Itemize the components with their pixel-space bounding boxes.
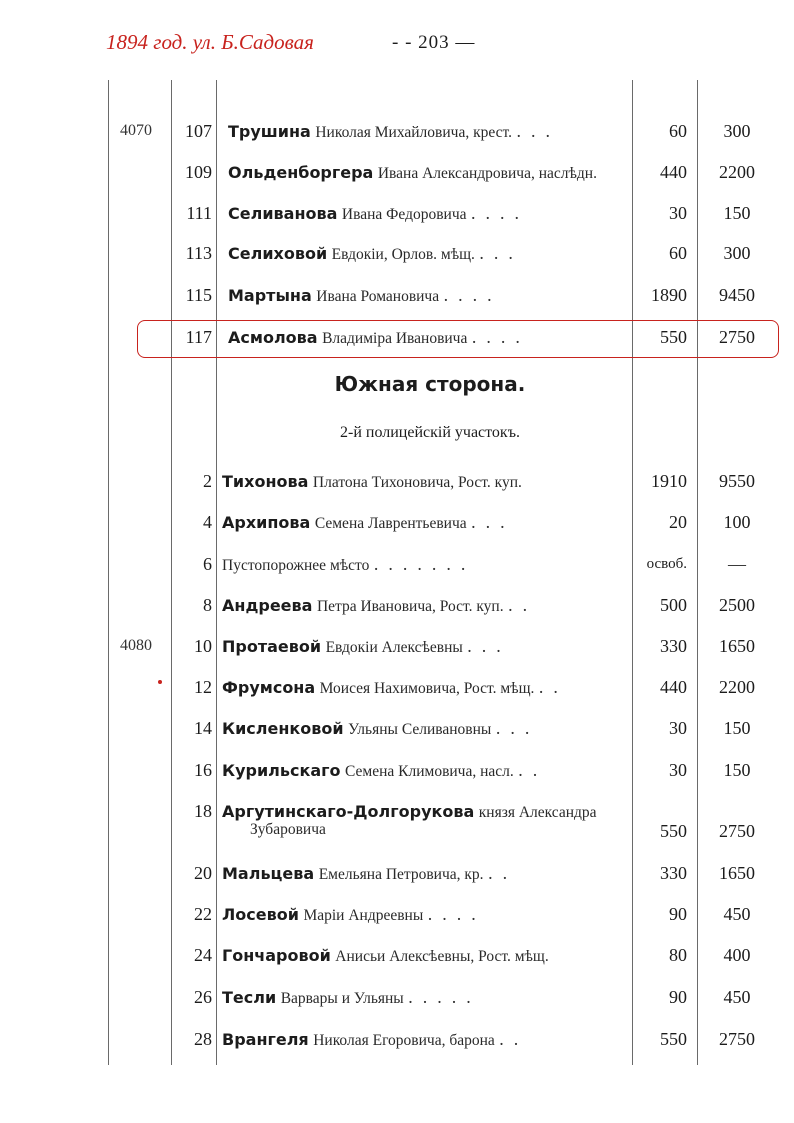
leader-dots: ... [479, 243, 523, 263]
leader-dots: ... [467, 636, 511, 656]
leader-dots: ... [471, 512, 515, 532]
leader-dots: .... [471, 203, 530, 223]
owner-details: Анисьи Алексѣевны, Рост. мѣщ. [335, 948, 549, 965]
owner-name [222, 466, 620, 498]
table-row [0, 940, 794, 970]
owner-surname: Врангеля [222, 1030, 309, 1049]
leader-dots: ... [516, 121, 560, 141]
block-number: 4070 [120, 122, 152, 139]
owner-surname: Тихонова [222, 472, 309, 491]
house-number: 109 [185, 162, 212, 182]
owner-details: Емельяна Петровича, кр. [318, 866, 484, 883]
table-row [0, 280, 794, 310]
owner-name [222, 590, 620, 622]
owner-name [228, 157, 626, 189]
owner-details: Евдокіи, Орлов. мѣщ. [331, 246, 475, 263]
owner-surname: Архипова [222, 513, 311, 532]
value-1: 500 [660, 595, 687, 615]
value-2: 2500 [719, 595, 755, 615]
owner-name [222, 940, 620, 972]
owner-details: Пустопорожнее мѣсто [222, 557, 370, 574]
table-row [0, 157, 794, 187]
owner-details: Николая Михайловича, крест. [315, 124, 512, 141]
table-row [0, 755, 794, 785]
block-number: 4080 [120, 637, 152, 654]
table-row [0, 466, 794, 496]
owner-name [228, 280, 626, 312]
owner-details: Платона Тихоновича, Рост. куп. [312, 474, 522, 491]
leader-dots: .. [499, 1029, 529, 1049]
table-row [0, 899, 794, 929]
owner-name [222, 549, 620, 581]
owner-name [222, 1024, 620, 1056]
value-1: 30 [669, 718, 687, 738]
section-heading: Южная сторона. [334, 372, 526, 396]
owner-surname: Фрумсона [222, 678, 316, 697]
owner-surname: Протаевой [222, 637, 322, 656]
owner-details: Петра Ивановича, Рост. куп. [316, 598, 504, 615]
leader-dots: .. [518, 760, 548, 780]
table-row [0, 507, 794, 537]
house-number: 107 [185, 121, 212, 141]
value-2: 2750 [719, 1029, 755, 1049]
value-1: 20 [669, 512, 687, 532]
value-2: 300 [723, 243, 751, 263]
house-number: 24 [194, 945, 212, 965]
table-row-values [0, 816, 794, 846]
value-1: 440 [660, 677, 687, 697]
owner-name [222, 507, 620, 539]
table-row [0, 1024, 794, 1054]
value-1: 60 [669, 243, 687, 263]
value-1: освоб. [646, 556, 687, 572]
owner-surname: Кисленковой [222, 719, 344, 738]
value-2: 150 [723, 203, 751, 223]
owner-name [222, 672, 620, 704]
house-number: 4 [203, 512, 212, 532]
value-2: 450 [723, 987, 751, 1007]
house-number: 117 [185, 327, 212, 347]
leader-dots: ... [495, 718, 540, 738]
owner-details: Ивана Александровича, наслѣдн. [377, 165, 597, 182]
value-1: 1910 [651, 471, 687, 491]
table-row [0, 631, 794, 661]
house-number: 26 [194, 987, 212, 1007]
page-annotation-title: 1894 год. ул. Б.Садовая [106, 30, 314, 54]
value-1: 30 [669, 760, 687, 780]
owner-details: Николая Егоровича, барона [313, 1032, 495, 1049]
owner-details: Ивана Романовича [316, 288, 440, 305]
value-1: 30 [669, 203, 687, 223]
owner-name [228, 116, 626, 148]
owner-details: Семена Климовича, насл. [345, 763, 514, 780]
owner-details: князя Александра [478, 804, 597, 821]
owner-details-continuation: Зубаровича [250, 821, 326, 838]
owner-surname: Аргутинскаго-Долгорукова [222, 802, 475, 821]
owner-name [222, 858, 620, 890]
value-1: 80 [669, 945, 687, 965]
value-1: 550 [660, 1029, 687, 1049]
table-row [0, 198, 794, 228]
owner-surname: Мартына [228, 286, 312, 305]
table-row [0, 590, 794, 620]
owner-surname: Селиванова [228, 204, 338, 223]
value-1: 90 [669, 904, 687, 924]
house-number: 12 [194, 677, 212, 697]
owner-surname: Тесли [222, 988, 277, 1007]
value-1: 330 [660, 863, 687, 883]
owner-details: Ивана Федоровича [341, 206, 467, 223]
value-1: 550 [660, 327, 687, 347]
highlight-frame [137, 320, 779, 358]
owner-surname: Ольденборгера [228, 163, 374, 182]
leader-dots: .. [508, 595, 538, 615]
value-2: 100 [723, 512, 751, 532]
owner-surname: Трушина [228, 122, 311, 141]
house-number: 22 [194, 904, 212, 924]
house-number: 14 [194, 718, 212, 738]
table-row [0, 982, 794, 1012]
value-2: 2200 [719, 677, 755, 697]
value-2: 2750 [719, 327, 755, 347]
table-row [0, 549, 794, 579]
owner-details: Семена Лаврентьевича [314, 515, 467, 532]
table-row [0, 713, 794, 743]
owner-name [228, 238, 626, 270]
value-2: — [728, 554, 746, 574]
house-number: 10 [194, 636, 212, 656]
leader-dots: .. [538, 677, 568, 697]
owner-surname: Асмолова [228, 328, 318, 347]
page-number: - - 203 — [392, 32, 476, 53]
leader-dots: .. [488, 863, 518, 883]
value-2: 2200 [719, 162, 755, 182]
owner-details: Варвары и Ульяны [280, 990, 404, 1007]
owner-details: Ульяны Селивановны [348, 721, 492, 738]
owner-surname: Курильскаго [222, 761, 341, 780]
owner-surname: Андреева [222, 596, 313, 615]
house-number: 2 [203, 471, 212, 491]
house-number: 113 [185, 243, 212, 263]
owner-surname: Гончаровой [222, 946, 331, 965]
value-1: 1890 [651, 285, 687, 305]
red-mark [158, 680, 162, 684]
owner-details: Маріи Андреевны [303, 907, 424, 924]
owner-name [228, 198, 626, 230]
section-subheading: 2-й полицейскій участокъ. [340, 424, 520, 441]
table-row [0, 238, 794, 268]
value-1: 440 [660, 162, 687, 182]
value-2: 150 [723, 718, 751, 738]
leader-dots: .... [443, 285, 502, 305]
leader-dots: .... [471, 327, 530, 347]
owner-surname: Лосевой [222, 905, 299, 924]
leader-dots: .... [427, 904, 486, 924]
owner-details: Моисея Нахимовича, Рост. мѣщ. [319, 680, 535, 697]
house-number: 18 [194, 801, 212, 821]
leader-dots: ....... [373, 554, 476, 574]
house-number: 28 [194, 1029, 212, 1049]
owner-name [222, 755, 620, 787]
owner-name [222, 982, 620, 1014]
value-2: 9450 [719, 285, 755, 305]
value-2: 1650 [719, 863, 755, 883]
owner-name [222, 713, 620, 745]
owner-details: Владиміра Ивановича [322, 330, 468, 347]
house-number: 16 [194, 760, 212, 780]
owner-surname: Мальцева [222, 864, 315, 883]
value-2: 400 [723, 945, 751, 965]
value-2: 150 [723, 760, 751, 780]
value-2: 9550 [719, 471, 755, 491]
value-2: 450 [723, 904, 751, 924]
value-1: 60 [669, 121, 687, 141]
value-1: 550 [660, 821, 687, 841]
leader-dots: ..... [408, 987, 481, 1007]
house-number: 6 [203, 554, 212, 574]
house-number: 20 [194, 863, 212, 883]
owner-name [222, 631, 620, 663]
house-number: 8 [203, 595, 212, 615]
owner-name [222, 899, 620, 931]
table-row [0, 858, 794, 888]
value-2: 1650 [719, 636, 755, 656]
house-number: 111 [186, 203, 212, 223]
owner-surname: Селиховой [228, 244, 328, 263]
house-number: 115 [185, 285, 212, 305]
owner-details: Евдокіи Алексѣевны [325, 639, 463, 656]
value-2: 2750 [719, 821, 755, 841]
table-row [0, 116, 794, 146]
value-1: 330 [660, 636, 687, 656]
table-row [0, 672, 794, 702]
value-1: 90 [669, 987, 687, 1007]
value-2: 300 [723, 121, 751, 141]
